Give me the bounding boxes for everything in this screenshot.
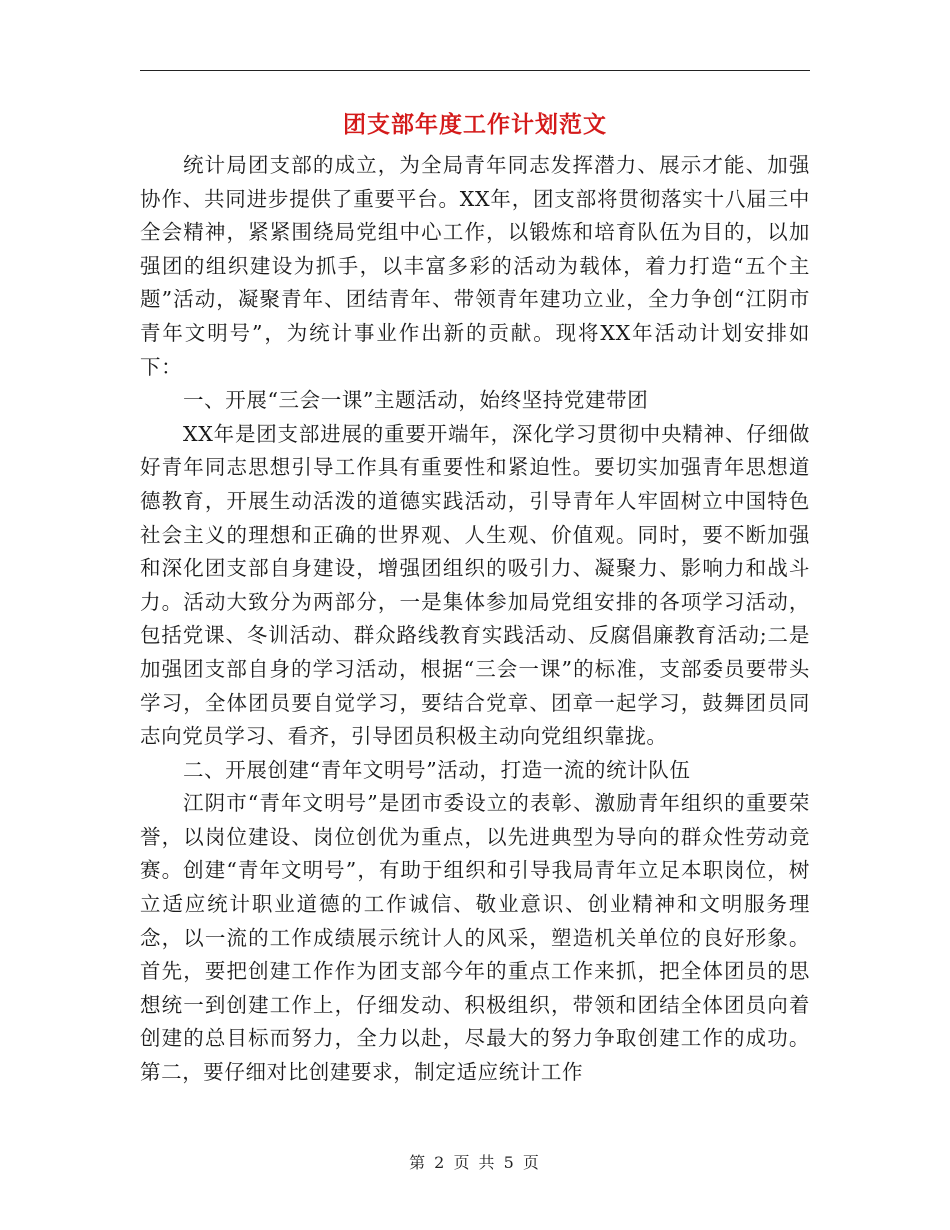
page-number: 第 2 页 共 5 页 xyxy=(409,1153,541,1172)
section-2-paragraph: 江阴市“青年文明号”是团市委设立的表彰、激励青年组织的重要荣誉，以岗位建设、岗位创优为重点，以先进典型为导向的群众性劳动竞赛。创建“青年文明号”，有助于组织和引导我局青年立足本职岗位，树立适应统计职业道德的工作诚信、敬业意识、创业精神和文明服务理念，以一流的工作成绩展示统计人的风采，塑造机关单位的良好形象。首先，要把创建工作作为团支部今年的重点工作来抓，把全体团员的思想统一到创建工作上，仔细发动、积极组织，带领和团结全体团员向着创建的总目标而努力，全力以赴，尽最大的努力争取创建工作的成功。第二，要仔细对比创建要求，制定适应统计工作 xyxy=(140,791,810,1085)
document-title: 团支部年度工作计划范文 xyxy=(343,112,607,138)
section-heading-1: 一、开展“三会一课”主题活动，始终坚持党建带团 xyxy=(183,388,649,413)
document-body xyxy=(140,149,810,1090)
header-rule xyxy=(140,70,810,71)
intro-paragraph: 统计局团支部的成立，为全局青年同志发挥潜力、展示才能、加强协作、共同进步提供了重要平台。XX年，团支部将贯彻落实十八届三中全会精神，紧紧围绕局党组中心工作，以锻炼和培育队伍为目的，以加强团的组织建设为抓手，以丰富多彩的活动为载体，着力打造“五个主题”活动，凝聚青年、团结青年、带领青年建功立业，全力争创“江阴市青年文明号”，为统计事业作出新的贡献。现将XX年活动计划安排如下： xyxy=(140,153,810,379)
section-1-paragraph: XX年是团支部进展的重要开端年，深化学习贯彻中央精神、仔细做好青年同志思想引导工作具有重要性和紧迫性。要切实加强青年思想道德教育，开展生动活泼的道德实践活动，引导青年人牢固树立中国特色社会主义的理想和正确的世界观、人生观、价值观。同时，要不断加强和深化团支部自身建设，增强团组织的吸引力、凝聚力、影响力和战斗力。活动大致分为两部分，一是集体参加局党组安排的各项学习活动，包括党课、冬训活动、群众路线教育实践活动、反腐倡廉教育活动;二是加强团支部自身的学习活动，根据“三会一课”的标准，支部委员要带头学习，全体团员要自觉学习，要结合党章、团章一起学习，鼓舞团员同志向党员学习、看齐，引导团员积极主动向党组织靠拢。 xyxy=(140,421,810,749)
section-heading-2: 二、开展创建“青年文明号”活动，打造一流的统计队伍 xyxy=(183,757,691,782)
